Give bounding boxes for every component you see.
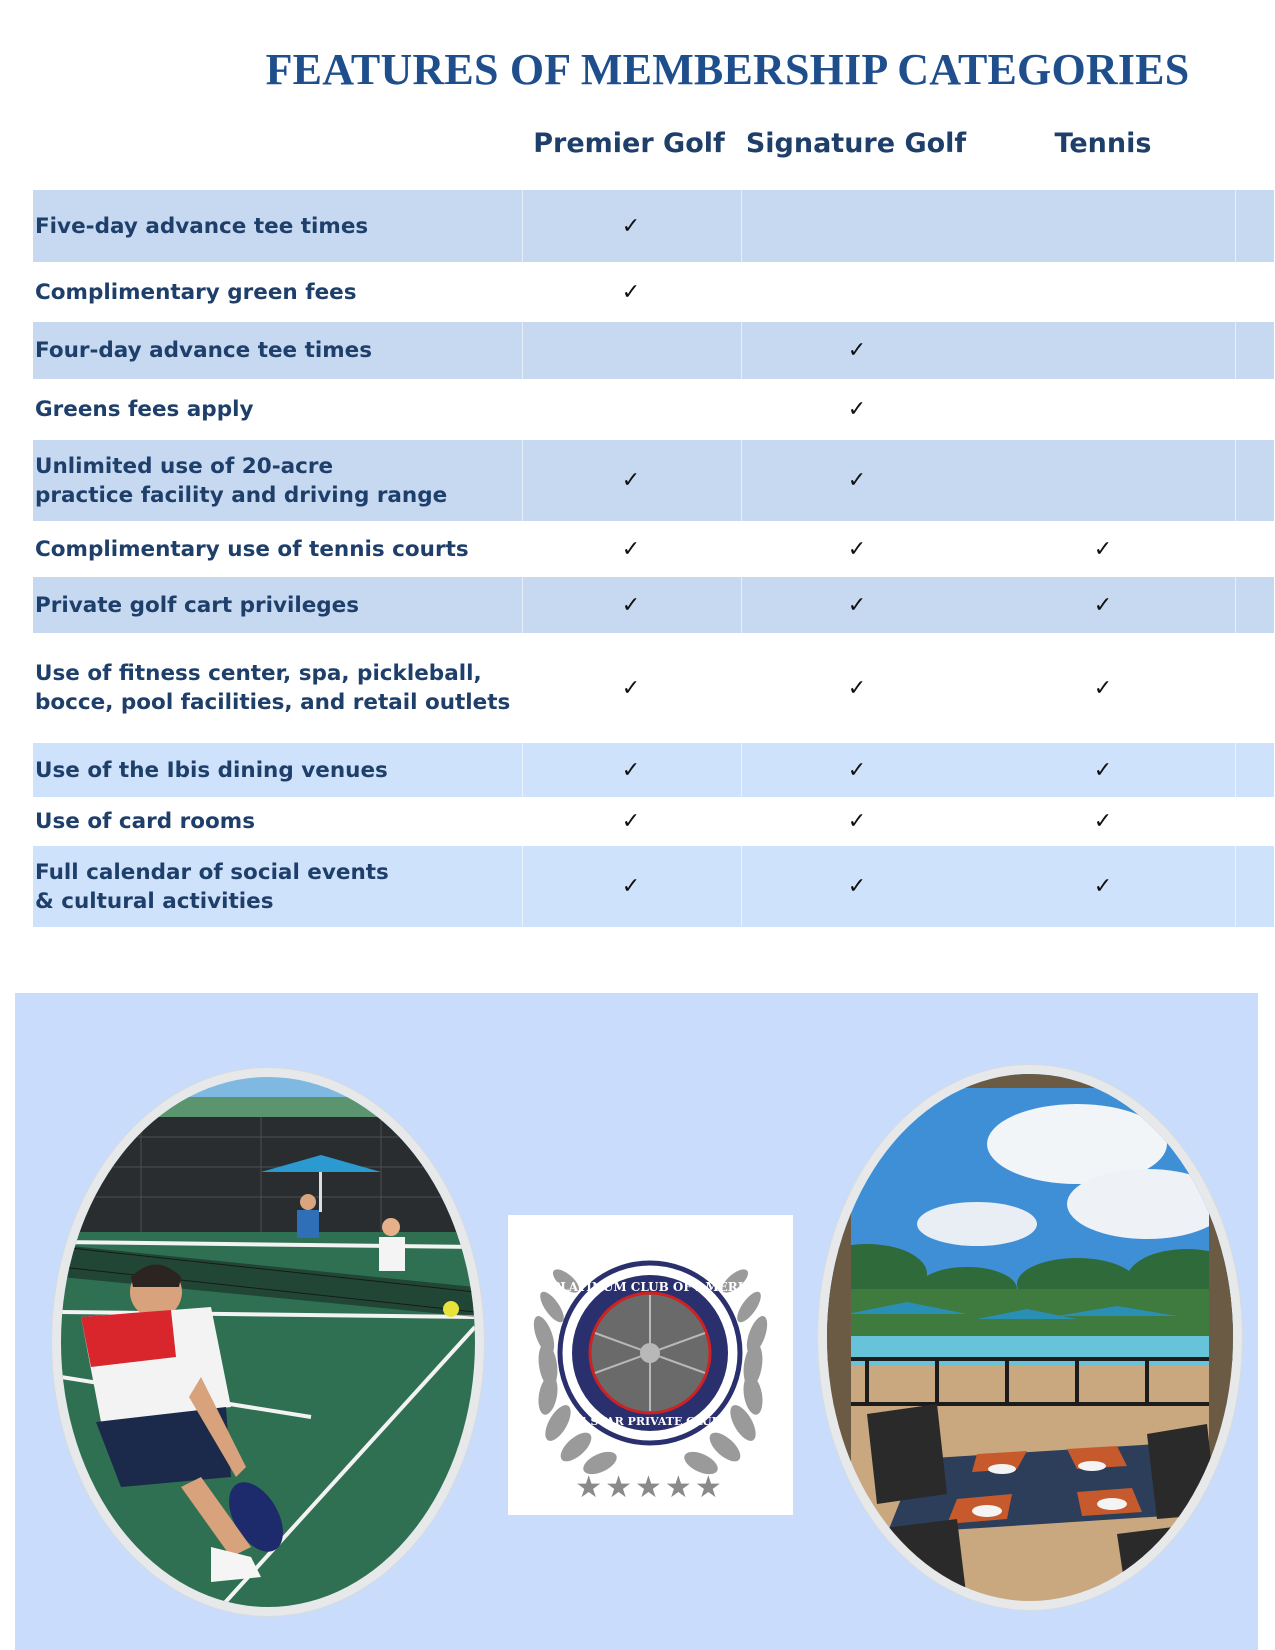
signature-golf-check-icon: ✓ (847, 874, 867, 899)
premier-golf-check-icon: ✓ (621, 874, 641, 899)
signature-golf-check-icon: ✓ (847, 468, 867, 493)
cell-divider (1235, 190, 1236, 262)
table-row (33, 262, 1274, 322)
column-header-tennis: Tennis (1054, 128, 1152, 159)
cell-divider (522, 743, 523, 797)
table-row (33, 743, 1274, 797)
tennis-check-icon: ✓ (1093, 592, 1113, 618)
cell-divider (522, 322, 523, 379)
cell-divider (741, 743, 742, 797)
feature-label: Complimentary use of tennis courts (35, 536, 469, 562)
premier-golf-check-icon: ✓ (621, 592, 641, 618)
signature-golf-check-icon: ✓ (847, 675, 867, 701)
signature-golf-check-icon: ✓ (847, 536, 867, 562)
cell-divider (741, 440, 742, 521)
tennis-check-icon: ✓ (1093, 809, 1113, 834)
tennis-check-icon: ✓ (1093, 536, 1113, 562)
column-header-signature-golf: Signature Golf (745, 128, 967, 159)
feature-label: Unlimited use of 20-acre practice facility and driving range (35, 453, 448, 508)
table-row (33, 633, 1274, 743)
cell-divider (1235, 743, 1236, 797)
tennis-check-icon: ✓ (1093, 675, 1113, 701)
pickleball-court-photo (52, 1068, 484, 1616)
cell-divider (1235, 846, 1236, 927)
cell-divider (741, 322, 742, 379)
feature-label: Greens fees apply (35, 397, 254, 422)
signature-golf-check-icon: ✓ (847, 757, 867, 783)
table-row (33, 797, 1274, 846)
table-row (33, 379, 1274, 440)
feature-label: Full calendar of social events & cultural activities (35, 859, 389, 914)
tennis-check-icon: ✓ (1093, 757, 1113, 783)
premier-golf-check-icon: ✓ (621, 809, 641, 834)
poolside-dining-terrace-photo (818, 1065, 1242, 1610)
premier-golf-check-icon: ✓ (621, 279, 641, 305)
table-row (33, 846, 1274, 927)
table-row (33, 521, 1274, 577)
table-row (33, 322, 1274, 379)
premier-golf-check-icon: ✓ (621, 757, 641, 783)
table-row (33, 577, 1274, 633)
column-header-premier-golf: Premier Golf (533, 128, 725, 159)
features-table (33, 190, 1274, 927)
cell-divider (522, 440, 523, 521)
feature-label: Complimentary green fees (35, 279, 357, 305)
cell-divider (1235, 440, 1236, 521)
emblem-ring-bottom: 5 STAR PRIVATE CLUB (579, 1415, 721, 1428)
cell-divider (741, 190, 742, 262)
premier-golf-check-icon: ✓ (621, 213, 641, 239)
signature-golf-check-icon: ✓ (847, 338, 867, 363)
feature-label: Use of card rooms (35, 809, 256, 834)
premier-golf-check-icon: ✓ (621, 675, 641, 701)
cell-divider (522, 846, 523, 927)
premier-golf-check-icon: ✓ (621, 468, 641, 493)
table-row (33, 190, 1274, 262)
feature-label: Use of the Ibis dining venues (35, 757, 388, 783)
signature-golf-check-icon: ✓ (847, 397, 867, 422)
cell-divider (522, 577, 523, 633)
cell-divider (741, 577, 742, 633)
tennis-check-icon: ✓ (1093, 874, 1113, 899)
cell-divider (1235, 577, 1236, 633)
emblem-ring-top: A PLATINUM CLUB OF AMERICA (537, 1280, 763, 1294)
signature-golf-check-icon: ✓ (847, 809, 867, 834)
feature-label: Four-day advance tee times (35, 338, 373, 363)
page-title: FEATURES OF MEMBERSHIP CATEGORIES (265, 45, 1190, 94)
premier-golf-check-icon: ✓ (621, 536, 641, 562)
cell-divider (522, 190, 523, 262)
signature-golf-check-icon: ✓ (847, 592, 867, 618)
emblem-stars: ★★★★★ (575, 1470, 725, 1505)
feature-label: Five-day advance tee times (35, 213, 369, 239)
feature-label: Use of fitness center, spa, pickleball, bocce, pool facilities, and retail outlets (35, 661, 511, 715)
table-row (33, 440, 1274, 521)
cell-divider (1235, 322, 1236, 379)
club-emblem (508, 1215, 793, 1515)
cell-divider (741, 846, 742, 927)
feature-label: Private golf cart privileges (35, 592, 360, 618)
